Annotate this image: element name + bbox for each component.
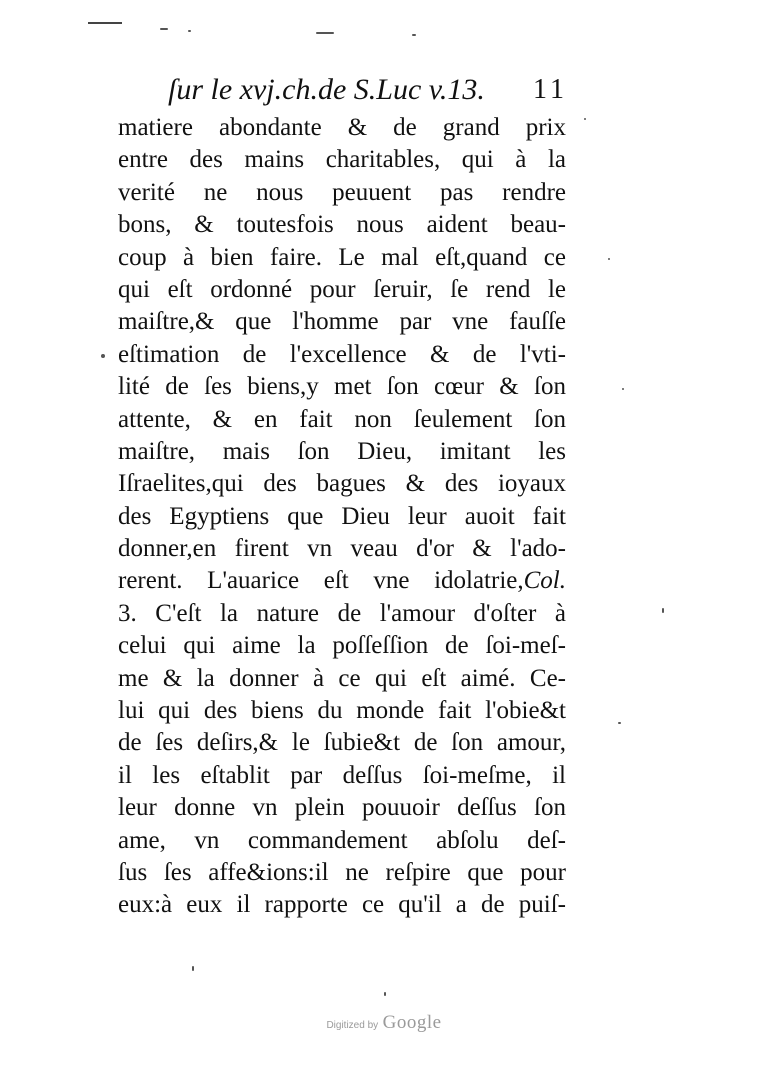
running-head: ſur le xvj.ch.de S.Luc v.13. — [168, 73, 485, 106]
text-line: ſus ſes affe&ions:il ne reſpire que pour — [118, 858, 566, 886]
speck — [101, 354, 105, 358]
text-line: maiſtre,& que l'homme par vne fauſſe — [118, 308, 566, 336]
text-line: ame, vn commandement abſolu deſ- — [118, 826, 566, 854]
speck — [316, 32, 334, 34]
text-line: Iſraelites,qui des bagues & des ioyaux — [118, 470, 566, 498]
text-line: me & la donner à ce qui eſt aimé. Ce- — [118, 664, 566, 692]
text-line: 3. C'eſt la nature de l'amour d'oſter à — [118, 599, 566, 627]
text-line: lui qui des biens du monde fait l'obie&t — [118, 697, 566, 725]
speck — [192, 966, 194, 971]
citation: Col. — [523, 567, 566, 595]
digitized-by-label: Digitized by — [326, 1020, 379, 1031]
text-line: de ſes deſirs,& le ſubie&t de ſon amour, — [118, 729, 566, 757]
text-line: attente, & en fait non ſeulement ſon — [118, 405, 566, 433]
google-wordmark: Google — [382, 1012, 442, 1033]
text-line: leur donne vn plein pouuoir deſſus ſon — [118, 794, 566, 822]
text-line: verité ne nous peuuent pas rendre — [118, 178, 566, 206]
text-line: donner,en firent vn veau d'or & l'ado- — [118, 535, 566, 563]
speck — [618, 722, 621, 724]
body-text — [118, 112, 566, 922]
text-line-fragment: rerent. L'auarice eſt vne idolatrie, — [118, 567, 524, 595]
digitization-watermark — [0, 1012, 768, 1034]
page-header — [168, 72, 568, 112]
page-number: 11 — [533, 74, 568, 105]
text-line-with-citation — [118, 565, 566, 597]
text-line: lité de ſes biens,y met ſon cœur & ſon — [118, 373, 566, 401]
speck — [584, 118, 586, 120]
text-line: celui qui aime la poſſeſſion de ſoi-meſ- — [118, 632, 566, 660]
speck — [384, 992, 386, 996]
top-rule — [88, 22, 122, 24]
text-line: matiere abondante & de grand prix — [118, 114, 566, 141]
speck — [412, 34, 416, 36]
speck — [622, 388, 624, 390]
text-line: il les eſtablit par deſſus ſoi-meſme, il — [118, 761, 566, 789]
text-line: eux:à eux il rapporte ce qu'il a de puiſ- — [118, 891, 566, 919]
speck — [160, 28, 168, 30]
speck — [608, 258, 610, 260]
speck — [662, 608, 664, 613]
text-line: qui eſt ordonné pour ſeruir, ſe rend le — [118, 275, 566, 303]
text-line: eſtimation de l'excellence & de l'vti- — [118, 340, 566, 368]
text-line: coup à bien faire. Le mal eſt,quand ce — [118, 243, 566, 271]
text-line: maiſtre, mais ſon Dieu, imitant les — [118, 437, 566, 465]
speck — [188, 30, 191, 32]
text-line: entre des mains charitables, qui à la — [118, 146, 566, 174]
text-line: des Egyptiens que Dieu leur auoit fait — [118, 502, 566, 530]
text-line: bons, & toutesfois nous aident beau- — [118, 211, 566, 239]
